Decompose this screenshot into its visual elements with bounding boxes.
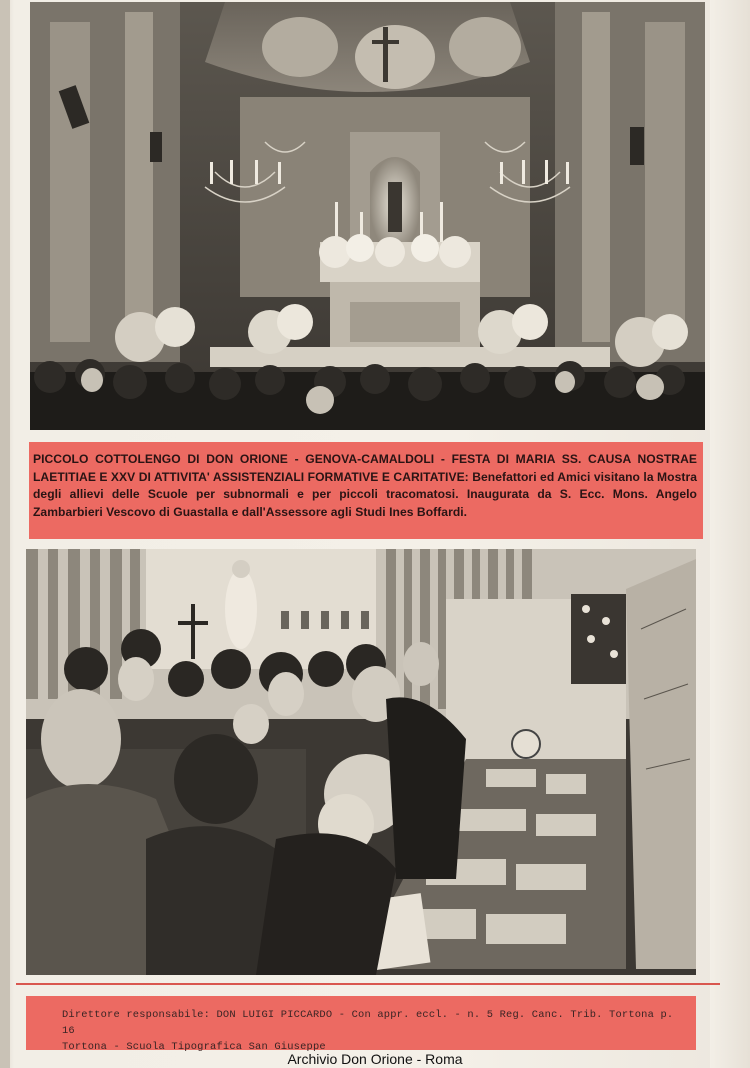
footer-divider: [16, 983, 720, 985]
church-altar-photo: [30, 2, 705, 430]
exhibition-visitors-photo: [26, 549, 696, 975]
page-right-margin: [710, 0, 750, 1068]
caption-heading: PICCOLO COTTOLENGO DI DON ORIONE - GENOVA-CAMALDOLI - FESTA DI MARIA SS. CAUSA NOSTRAE LAETITIAE E XXV DI ATTIVITA' ASSISTENZIALI FORMATIVE E CARITATIVE:: [33, 452, 697, 484]
publication-credits: [26, 996, 696, 1053]
credits-line-1: Direttore responsabile: DON LUIGI PICCARDO - Con appr. eccl. - n. 5 Reg. Canc. Trib. Tortona p. 16: [62, 1009, 674, 1037]
caption-body: Benefattori ed Amici visitano la Mostra degli allievi delle Scuole per subnormali e per piccoli tracomatosi. Inaugurata da S. Ecc. Mons. Angelo Zambarbieri Vescovo di Guastalla e dall'Assessore agli Studi Ines Boffardi.: [33, 469, 697, 519]
credits-line-2: Tortona - Scuola Tipografica San Giuseppe: [62, 1041, 326, 1053]
page-binding-edge: [0, 0, 10, 1068]
photo-caption: [29, 442, 703, 539]
archive-watermark-label: Archivio Don Orione - Roma: [287, 1051, 463, 1067]
